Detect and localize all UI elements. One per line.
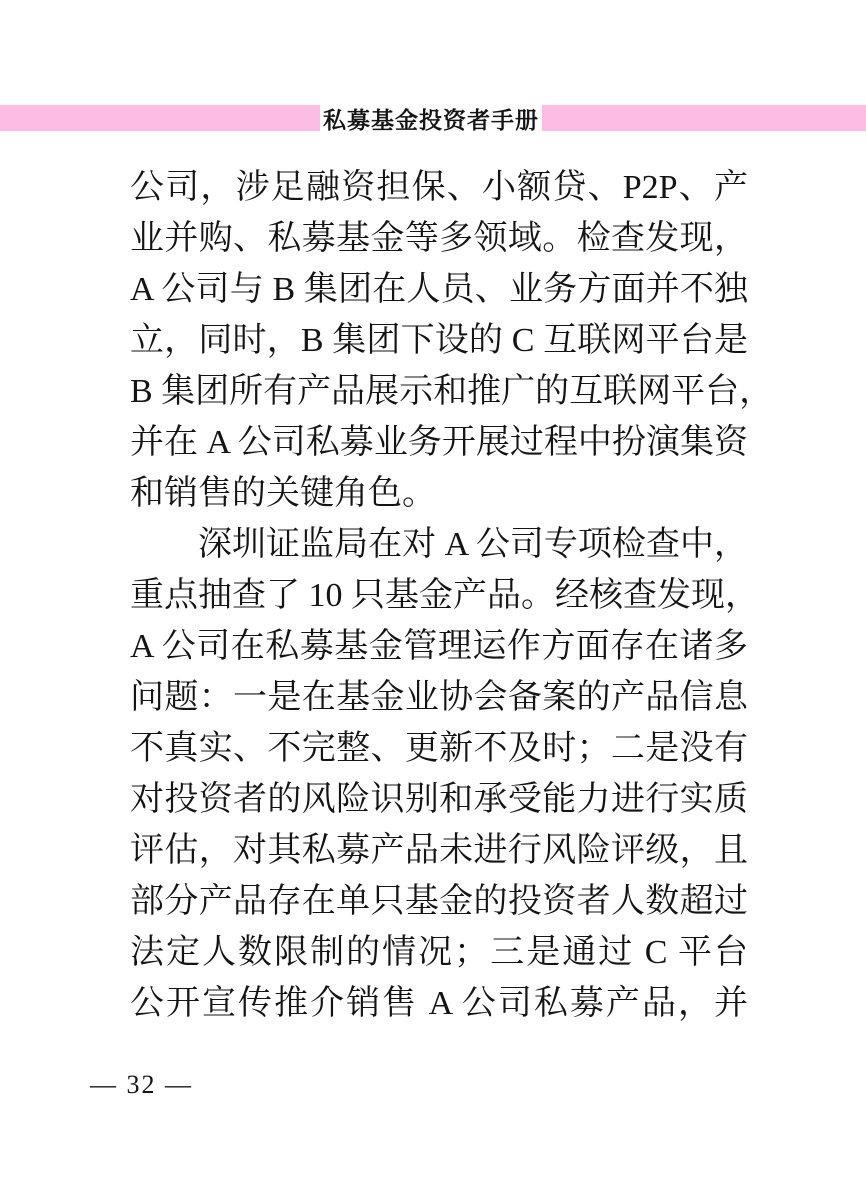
header-rule-right: [542, 105, 866, 131]
text-line: 评估，对其私募产品未进行风险评级，且: [130, 832, 748, 869]
text-line: B 集团所有产品展示和推广的互联网平台，: [130, 373, 774, 410]
text-line: 业并购、私募基金等多领域。检查发现，: [130, 220, 748, 257]
running-header-title: 私募基金投资者手册: [323, 107, 539, 133]
text-line: 公司，涉足融资担保、小额贷、P2P、产: [130, 169, 748, 206]
header-rule-left: [0, 105, 320, 131]
text-line: 对投资者的风险识别和承受能力进行实质: [130, 781, 748, 818]
text-line: 立，同时，B 集团下设的 C 互联网平台是: [130, 322, 748, 359]
text-line: A 公司在私募基金管理运作方面存在诸多: [130, 628, 748, 665]
text-line: A 公司与 B 集团在人员、业务方面并不独: [130, 271, 748, 308]
text-line: 不真实、不完整、更新不及时；二是没有: [130, 730, 748, 767]
text-line: 深圳证监局在对 A 公司专项检查中，: [198, 526, 748, 563]
text-line: 并在 A 公司私募业务开展过程中扮演集资: [130, 424, 748, 461]
text-line: 和销售的关键角色。: [130, 475, 436, 512]
text-line: 部分产品存在单只基金的投资者人数超过: [130, 883, 748, 920]
page-number: — 32 —: [90, 1070, 193, 1099]
body-text: [130, 162, 774, 1029]
text-line: 公开宣传推介销售 A 公司私募产品，并: [130, 985, 748, 1022]
text-line: 问题：一是在基金业协会备案的产品信息: [130, 679, 748, 716]
text-line: 重点抽查了 10 只基金产品。经核查发现，: [130, 577, 759, 614]
text-line: 法定人数限制的情况；三是通过 C 平台: [130, 934, 748, 971]
